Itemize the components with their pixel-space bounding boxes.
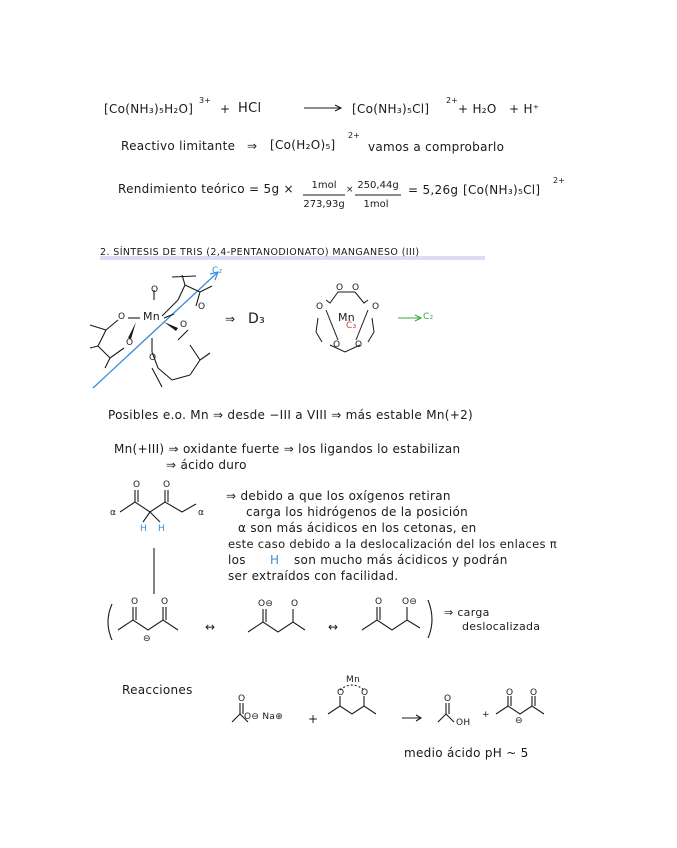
acac-o2: O <box>163 480 171 490</box>
reaction1-reactant: [Co(NH₃)₅H₂O] <box>104 102 194 116</box>
reaction1-reactant-charge: 3+ <box>199 96 211 105</box>
yield-f1-num: 1mol <box>311 180 337 191</box>
o-top: O <box>151 285 159 295</box>
o-proj-5: O <box>333 340 341 350</box>
yield-charge: 2+ <box>553 176 565 185</box>
d3-arrow: ⇒ <box>225 312 236 326</box>
c3-axis-label: C₃ <box>346 321 357 331</box>
sodium-acetate-ion: O⊖ Na⊕ <box>244 712 284 722</box>
res1-minus: ⊖ <box>143 634 151 644</box>
yield-f2-num: 250,44g <box>357 180 399 191</box>
res1-o1: O <box>131 597 139 607</box>
res2-oneg: O⊖ <box>258 599 274 609</box>
acac-explanation-5a: los <box>228 553 246 567</box>
limiting-comment: vamos a comprobarlo <box>368 140 505 154</box>
mn3-oxidant: Mn(+III) ⇒ oxidante fuerte ⇒ los ligandos lo estabilizan <box>114 442 461 456</box>
acac-explanation-5b: son mucho más ácidicos y podrán <box>294 553 508 567</box>
delocalized-charge-2: deslocalizada <box>462 620 541 633</box>
acac-explanation-5h: H <box>270 553 280 567</box>
o-lower-right: O <box>180 320 188 330</box>
acac-o-left: O <box>337 688 345 698</box>
c2-axis-label-right: C₂ <box>423 312 434 322</box>
res3-oneg: O⊖ <box>402 597 418 607</box>
res2-o: O <box>291 599 299 609</box>
mn-label-projection: Mn <box>338 311 356 324</box>
acetate-o: O <box>238 694 246 704</box>
mn-label: Mn <box>143 310 161 323</box>
product-o-left: O <box>506 688 514 698</box>
yield-result: = 5,26g <box>408 183 459 197</box>
oxidation-states: Posibles e.o. Mn ⇒ desde −III a VIII ⇒ más estable Mn(+2) <box>108 408 474 422</box>
point-group: D₃ <box>248 311 265 327</box>
yield-f2-den: 1mol <box>363 199 389 210</box>
reactions-mn: Mn <box>346 675 361 685</box>
delocalized-charge-1: ⇒ carga <box>444 606 490 619</box>
o-proj-1: O <box>336 283 344 293</box>
reaction1-plus: + <box>220 102 231 116</box>
yield-species: [Co(NH₃)₅Cl] <box>463 183 541 197</box>
res3-o: O <box>375 597 383 607</box>
acac-explanation-3: α son más ácidicos en los cetonas, en <box>238 521 477 535</box>
limiting-charge: 2+ <box>348 131 360 140</box>
hard-acid: ⇒ ácido duro <box>166 458 247 472</box>
product-minus: ⊖ <box>515 716 523 726</box>
acid-medium: medio ácido pH ~ 5 <box>404 746 529 760</box>
limiting-arrow: ⇒ <box>247 139 258 153</box>
acac-explanation-1: ⇒ debido a que los oxígenos retiran <box>226 489 451 503</box>
o-proj-6: O <box>355 340 363 350</box>
reactions-plus-2: + <box>482 710 490 720</box>
reaction1-proton: + H⁺ <box>509 102 540 116</box>
acac-h1: H <box>140 524 148 534</box>
o-left: O <box>118 312 126 322</box>
acac-h2: H <box>158 524 166 534</box>
acac-explanation-2: carga los hidrógenos de la posición <box>246 505 469 519</box>
limiting-species: [Co(H₂O)₅] <box>270 138 336 152</box>
o-proj-2: O <box>352 283 360 293</box>
res1-o2: O <box>161 597 169 607</box>
yield-f1-den: 273,93g <box>303 199 345 210</box>
o-proj-4: O <box>372 302 380 312</box>
product-o-right: O <box>530 688 538 698</box>
res-arrow-1: ↔ <box>205 620 216 634</box>
acac-o-right: O <box>361 688 369 698</box>
acetic-acid-oh: OH <box>456 718 471 728</box>
acac-alpha2: α <box>198 508 205 518</box>
o-bottom: O <box>149 353 157 363</box>
acac-explanation-4: este caso debido a la deslocalización del los enlaces π <box>228 537 557 551</box>
reaction1-water: + H₂O <box>458 102 497 116</box>
reactions-plus-1: + <box>308 712 319 726</box>
yield-label: Rendimiento teórico = 5g × <box>118 182 294 196</box>
section2-title: 2. SÍNTESIS DE TRIS (2,4-PENTANODIONATO) MANGANESO (III) <box>100 247 420 258</box>
o-right: O <box>198 302 206 312</box>
o-proj-3: O <box>316 302 324 312</box>
yield-times: × <box>346 185 354 195</box>
reactions-title: Reacciones <box>122 683 193 697</box>
acac-explanation-6: ser extraídos con facilidad. <box>228 569 399 583</box>
c2-axis-label-left: C₂ <box>212 266 223 276</box>
reaction1-product-charge: 2+ <box>446 96 458 105</box>
o-lower-left: O <box>126 338 134 348</box>
acetic-acid-o: O <box>444 694 452 704</box>
acac-alpha1: α <box>110 508 117 518</box>
reaction1-reagent: HCl <box>238 101 262 116</box>
limiting-label: Reactivo limitante <box>121 139 236 153</box>
reaction1-product: [Co(NH₃)₅Cl] <box>352 102 430 116</box>
acac-o1: O <box>133 480 141 490</box>
res-arrow-2: ↔ <box>328 620 339 634</box>
